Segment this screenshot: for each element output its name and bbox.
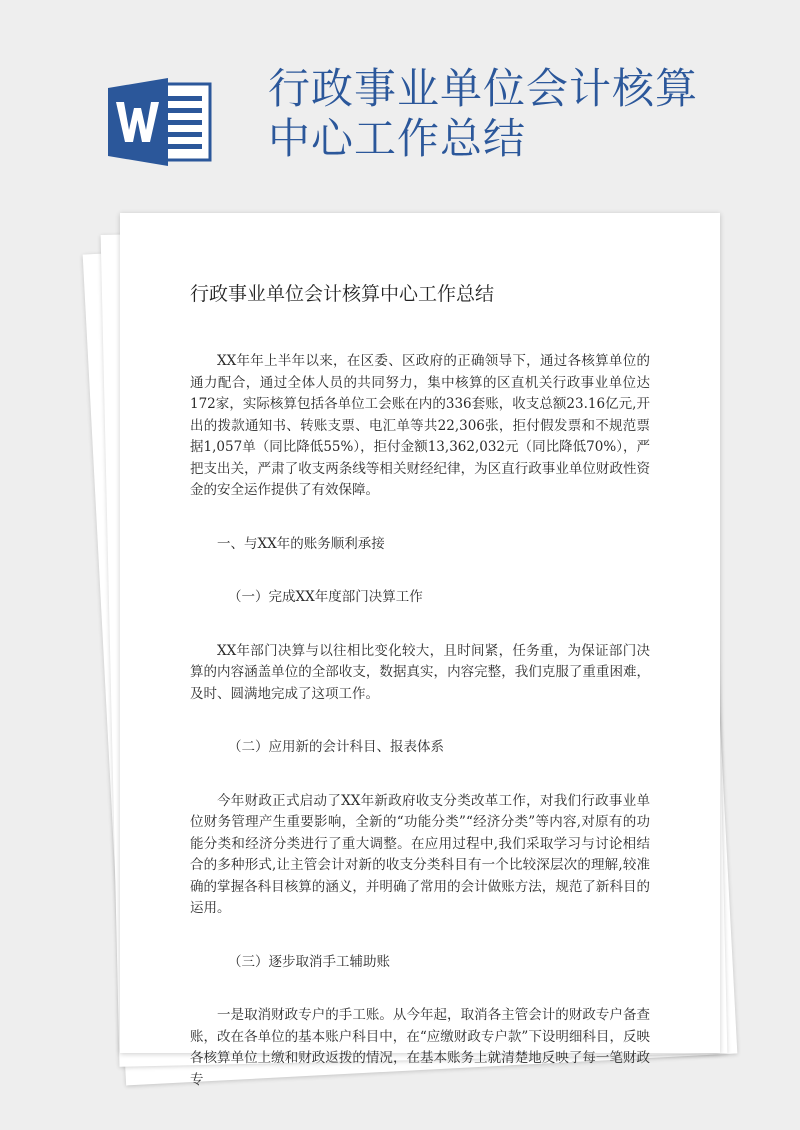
document-title: 行政事业单位会计核算中心工作总结: [190, 283, 495, 305]
banner-title: 行政事业单位会计核算中心工作总结: [268, 64, 699, 163]
section-heading-1: 一、与XX年的账务顺利承接: [217, 535, 385, 552]
subsection-2-paragraph: 今年财政正式启动了XX年新政府收支分类改革工作，对我们行政事业单位财务管理产生重要影响，全新的“功能分类”“经济分类”等内容,对原有的功能分类和经济分类进行了重大调整。在应用过程中,我们采取学习与讨论相结合的多种形式,让主管会计对新的收支分类科目有一个比较深层次的理解,较准确的掌握各科目核算的涵义，并明确了常用的会计做账方法，规范了新科目的运用。: [190, 792, 650, 916]
document-page: [120, 213, 720, 1088]
subsection-heading-2: （二）应用新的会计科目、报表体系: [228, 739, 444, 755]
intro-paragraph: XX年年上半年以来，在区委、区政府的正确领导下，通过各核算单位的通力配合，通过全体人员的共同努力，集中核算的区直机关行政事业单位达172家，实际核算包括各单位工会账在内的336套账，收支总额23.16亿元,开出的拨款通知书、转账支票、电汇单等共22,306张，拒付假发票和不规范票据1,057单（同比降低55%），拒付金额13,362,032元（同比降低70%），严把支出关，严肃了收支两条线等相关财经纪律，为区直行政事业单位财政性资金的安全运作提供了有效保障。: [190, 353, 650, 498]
subsection-1-paragraph: XX年部门决算与以往相比变化较大，且时间紧，任务重，为保证部门决算的内容涵盖单位的全部收支，数据真实，内容完整，我们克服了重重困难，及时、圆满地完成了这项工作。: [190, 642, 650, 702]
word-document-icon: [108, 78, 212, 166]
subsection-3-paragraph: 一是取消财政专户的手工账。从今年起，取消各主管会计的财政专户备查账，改在各单位的基本账户科目中，在“应缴财政专户款”下设明细科目，反映各核算单位上缴和财政返拨的情况，在基本账务上就清楚地反映了每一笔财政专: [190, 1007, 650, 1088]
subsection-heading-3: （三）逐步取消手工辅助账: [228, 953, 390, 970]
banner: [0, 0, 800, 200]
subsection-heading-1: （一）完成XX年度部门决算工作: [228, 589, 423, 605]
